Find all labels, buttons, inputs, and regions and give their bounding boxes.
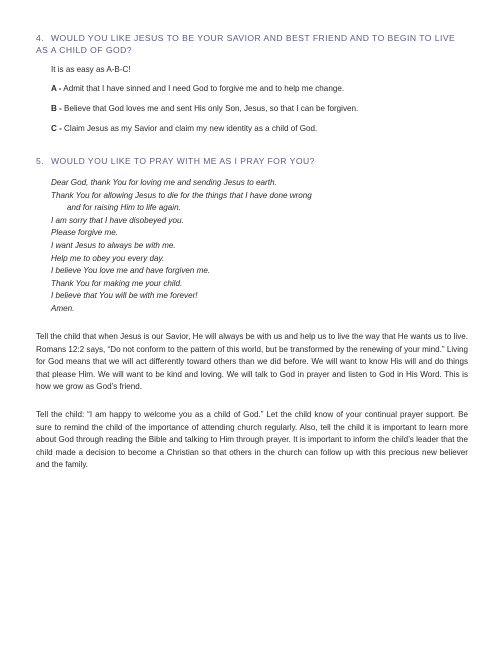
step-b (51, 104, 358, 113)
step-b-text: Believe that God loves me and sent His only Son, Jesus, so that I can be forgiven. (61, 104, 359, 113)
prayer-line: I believe You love me and have forgiven me. (51, 266, 211, 276)
prayer-line: Amen. (51, 303, 75, 313)
step-b-letter: B - (51, 104, 62, 113)
abc-intro: It is as easy as A-B-C! (51, 65, 131, 74)
paragraph-welcome: Tell the child: “I am happy to welcome you as a child of God.” Let the child know of your continual prayer support. Be sure to remind the child of the importance of attending church regularly. Also, tell the child it is important to learn more about God through reading the Bible and talking to Him through prayer. It is important to inform the child’s leader that the child made a decision to become a Christian so that others in the church can follow up with this precious new believer and the family. (36, 410, 468, 470)
prayer-line: Dear God, thank You for loving me and sending Jesus to earth. (51, 178, 277, 187)
step-c-letter: C - (51, 124, 62, 133)
prayer-line: I believe that You will be with me forever! (51, 291, 198, 301)
prayer-line: Thank You for making me your child. (51, 278, 183, 288)
prayer-line: Please forgive me. (51, 228, 119, 238)
prayer-line: Thank You for allowing Jesus to die for the things that I have done wrong (51, 190, 312, 200)
prayer-block (51, 177, 312, 316)
question-5-number: 5. (36, 156, 45, 166)
step-a-text: Admit that I have sinned and I need God to forgive me and to help me change. (61, 84, 345, 93)
prayer-line: I am sorry that I have disobeyed you. (51, 215, 184, 225)
step-a-letter: A - (51, 84, 62, 93)
question-4-heading (36, 33, 466, 56)
question-4-number: 4. (36, 33, 45, 43)
question-5-text: WOULD YOU LIKE TO PRAY WITH ME AS I PRAY FOR YOU? (51, 156, 315, 166)
step-c (51, 124, 317, 133)
prayer-line: and for raising Him to life again. (67, 203, 181, 213)
step-c-text: Claim Jesus as my Savior and claim my new identity as a child of God. (61, 124, 318, 133)
prayer-line: I want Jesus to always be with me. (51, 240, 176, 250)
question-5-heading (36, 156, 466, 168)
question-4-text: WOULD YOU LIKE JESUS TO BE YOUR SAVIOR AND BEST FRIEND AND TO BEGIN TO LIVE AS A CHILD OF GOD? (36, 33, 456, 55)
prayer-line: Help me to obey you every day. (51, 253, 165, 263)
step-a (51, 84, 344, 93)
paragraph-savior: Tell the child that when Jesus is our Savior, He will always be with us and help us to live the way that He wants us to live. Romans 12:2 says, “Do not conform to the pattern of this world, but be transformed by the renewing of your mind.” Living for God means that we will act differently toward others than we did before. We will want to know His will and do things that please Him. We will want to be kind and loving. We will talk to God in prayer and listen to God in His Word. This is how we grow as God’s friend. (36, 332, 468, 392)
